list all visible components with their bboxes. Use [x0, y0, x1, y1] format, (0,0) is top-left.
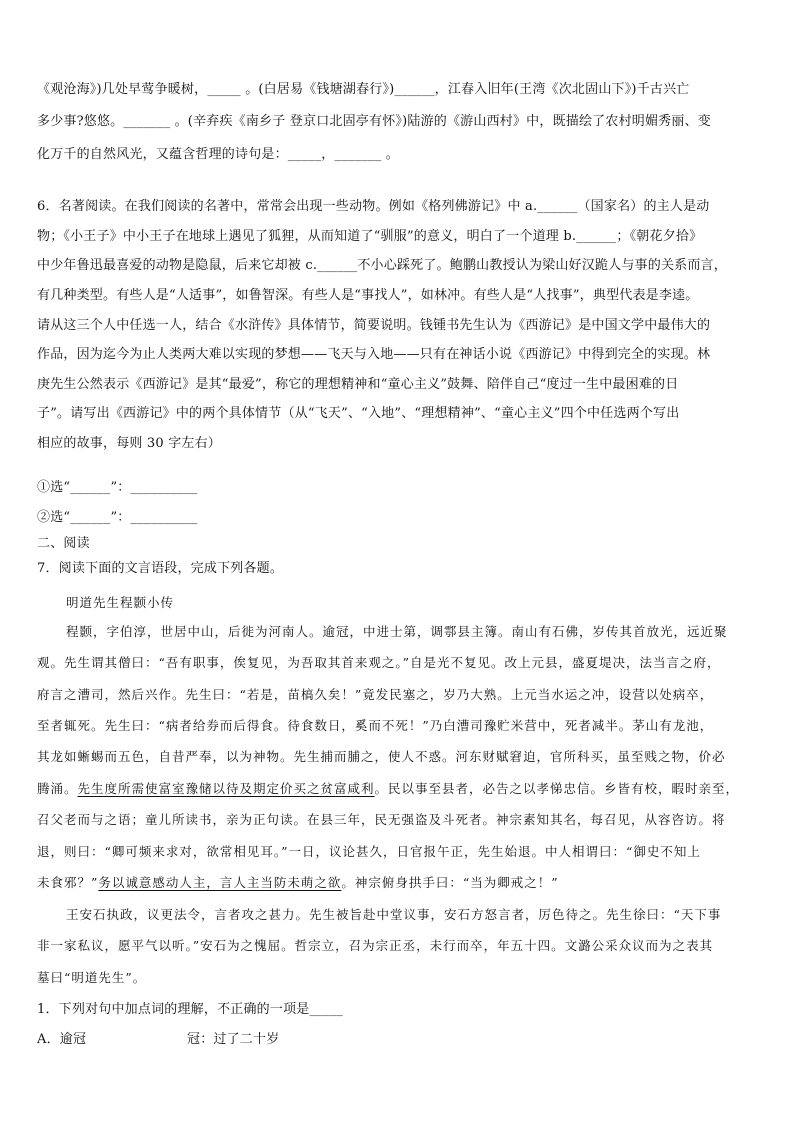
passage-text: 至者辄死。先生曰：“病者给券而后得食。待食数日，奚而不死！”乃白漕司豫贮米营中，死者减半。茅山有龙池，	[37, 718, 714, 733]
passage-text: 观。先生谓其僧曰：“吾有职事，俟复见，为吾取其首来观之。”自是光不复见。改上元县，盛夏堤决，法当言之府，	[37, 655, 721, 670]
option-a-gloss: 冠：过了二十岁	[187, 1032, 280, 1047]
text-line: 请从这三个人中任选一人，结合《水浒传》具体情节，简要说明。钱锺书先生认为《西游记》是中国文学中最伟大的	[37, 318, 711, 333]
passage-line	[37, 747, 726, 767]
answer-line: ①选“______”：__________	[37, 480, 198, 495]
question-7-1: 1．下列对句中加点词的理解，不正确的一项是_____	[37, 1002, 343, 1017]
passage-text: 非一家私议，愿平气以听。”安石为之愧屈。哲宗立，召为宗正丞，未行而卒，年五十四。文潞公采众议而为之表其	[37, 938, 714, 953]
question-7-prompt: 7．阅读下面的文言语段，完成下列各题。	[37, 561, 284, 576]
passage-line	[66, 905, 721, 925]
passage-line	[37, 873, 559, 893]
passage-text: 程颢，字伯淳，世居中山，后徙为河南人。逾冠，中进士第，调鄠县主簿。南山有石佛，岁传其首放光，远近聚	[66, 624, 728, 639]
passage-line	[37, 936, 713, 956]
passage-line	[37, 842, 701, 862]
section-title: 二、阅读	[37, 536, 90, 551]
text-line: 子”。请写出《西游记》中的两个具体情节（从“飞天”、“入地”、“理想精神”、“童心主义”四个中任选两个写出	[37, 406, 680, 421]
passage-text: 退，则曰：“卿可频来求对，欲常相见耳。”一日，议论甚久，日官报午正，先生始退。中人相谓曰：“御史不知上	[37, 844, 701, 859]
passage-text: 。民以事至县者，必告之以孝悌忠信。乡皆有校，暇时亲至，	[374, 781, 740, 796]
text-line: 多少事?悠悠。_______ 。(辛弃疾《南乡子 登京口北固亭有怀》)陆游的《游山西村》中，既描绘了农村明媚秀丽、变	[37, 114, 711, 129]
passage-line	[37, 653, 721, 673]
passage-line	[37, 716, 713, 736]
text-line: 相应的故事，每则 30 字左右）	[37, 436, 222, 451]
text-line: 《观沧海》)几处早莺争暖树，_____ 。(白居易《钱塘湖春行》)______，江春入旧年(王湾《次北固山下》)千古兴亡	[37, 82, 690, 97]
text-line: 作品，因为迄今为止人类两大难以实现的梦想——飞天与入地——只有在神话小说《西游记》中得到完全的实现。林	[37, 347, 711, 362]
passage-text: 。神宗俯身拱手曰：“当为卿戒之！”	[341, 875, 559, 890]
passage-line	[66, 622, 728, 642]
option-a-label: A．逾冠	[37, 1032, 87, 1047]
passage-line	[37, 968, 146, 988]
text-line: 6．名著阅读。在我们阅读的名著中，常常会出现一些动物。例如《格列佛游记》中 a.______（国家名）的主人是动	[37, 199, 710, 214]
passage-text: 召父老而与之语；童儿所读书，亲为正句读。在县三年，民无强盗及斗死者。神宗素知其名，每召见，从容咨访。将	[37, 812, 726, 827]
text-line: 有几种类型。有些人是“人适事”，如鲁智深。有些人是“事找人”，如林冲。有些人是“人找事”，典型代表是李逵。	[37, 288, 699, 303]
passage-text: 王安石执政，议更法令，言者攻之甚力。先生被旨赴中堂议事，安石方怒言者，厉色待之。先生徐曰：“天下事	[66, 907, 722, 922]
passage-line	[37, 810, 726, 830]
underlined-sentence: 务以诚意感动人主，言人主当防未萌之欲	[98, 875, 342, 890]
text-line: 中少年鲁迅最喜爱的动物是隐鼠，后来它却被 c.______不小心踩死了。鲍鹏山教授认为梁山好汉跪人与事的关系而言，	[37, 258, 727, 273]
passage-text: 未食邪？”	[37, 875, 99, 890]
answer-line: ②选“______”：__________	[37, 510, 198, 525]
passage-text: 府言之漕司，然后兴作。先生曰：“若是，苗槁久矣！”竟发民塞之，岁乃大熟。上元当水运之冲，设营以处病卒，	[37, 687, 714, 702]
text-line: 物；《小王子》中小王子在地球上遇见了狐狸，从而知道了“驯服”的意义，明白了一个道理 b.______；《朝花夕拾》	[37, 229, 703, 244]
passage-text: 其龙如蜥蜴而五色，自昔严奉，以为神物。先生捕而脯之，使人不惑。河东财赋窘迫，官所科买，虽至贱之物，价必	[37, 749, 726, 764]
passage-text: 腾涌。	[37, 781, 78, 796]
passage-line	[37, 685, 713, 705]
text-line: 化万千的自然风光，又蕴含哲理的诗句是：_____，_______ 。	[37, 147, 399, 162]
underlined-sentence: 先生度所需使富室豫储以待及期定价买之贫富咸利	[77, 781, 375, 796]
passage-line	[37, 779, 739, 799]
passage-text: 墓曰“明道先生”。	[37, 970, 147, 985]
passage-title: 明道先生程颢小传	[66, 595, 175, 610]
text-line: 庚先生公然表示《西游记》是其“最爱”，称它的理想精神和“童心主义”鼓舞、陪伴自己“度过一生中最困难的日	[37, 377, 679, 392]
